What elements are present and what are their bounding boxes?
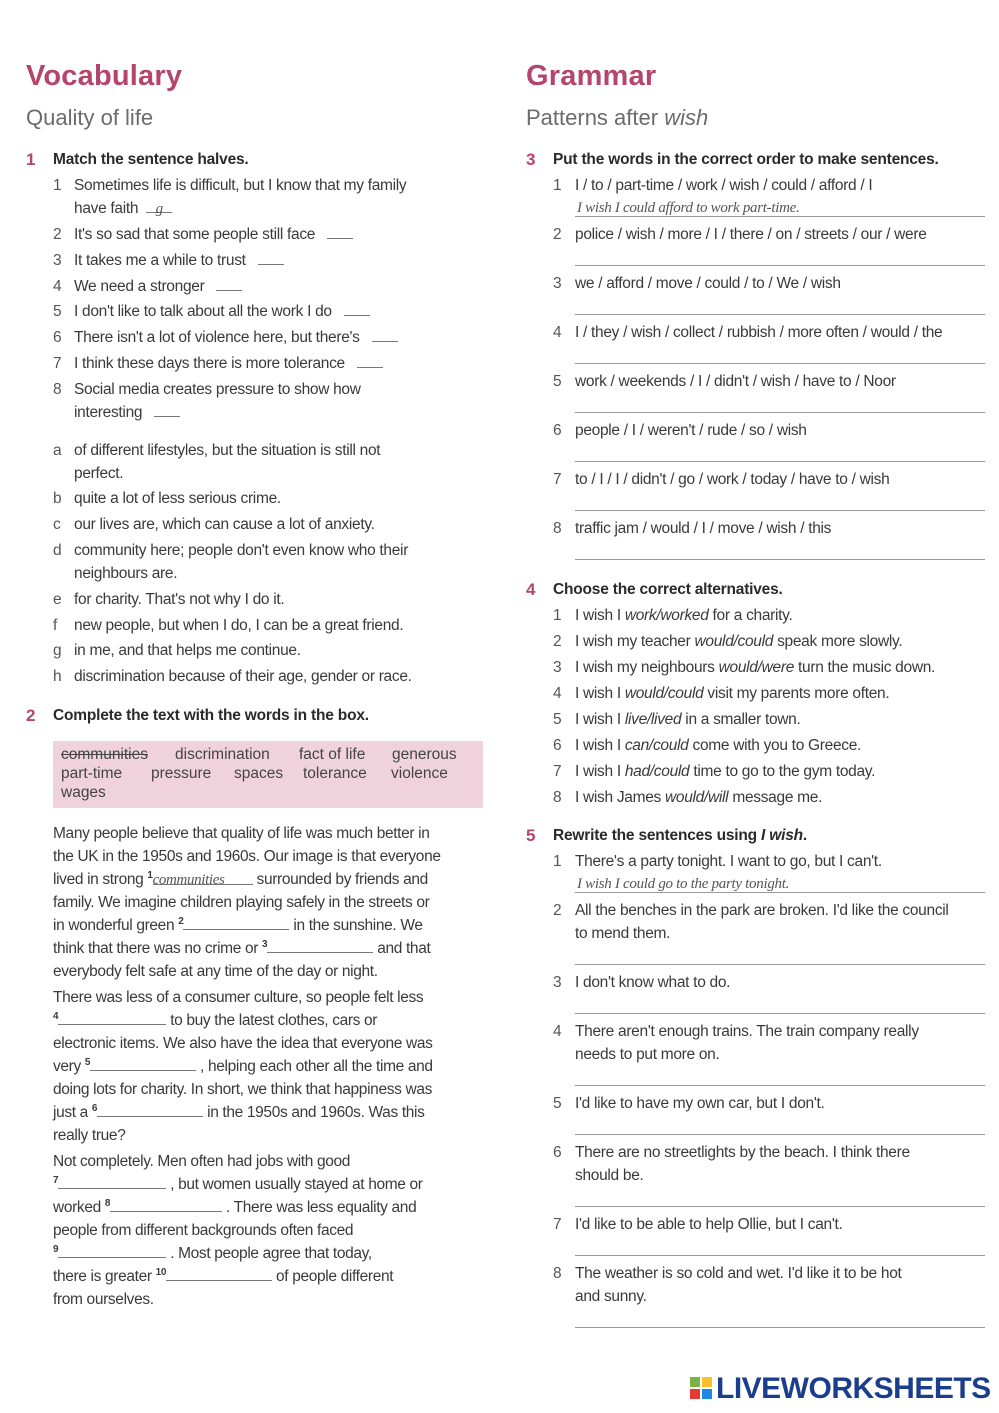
item-number: 3 [553, 974, 562, 991]
item-text: turn the music down. [794, 659, 936, 676]
item-text: I wish I [575, 737, 625, 754]
ending-text: community here; people don't even know who their [74, 542, 409, 559]
item-text: should be. [575, 1167, 644, 1184]
item-number: 2 [553, 226, 562, 243]
ending-text: neighbours are. [74, 565, 178, 582]
alternatives-choice[interactable]: would/could [624, 685, 704, 702]
exercise-2-number: 2 [26, 706, 36, 725]
word-box-item: wages [61, 784, 106, 801]
gap-8-input[interactable] [110, 1197, 222, 1212]
gap-2-input[interactable] [183, 915, 289, 930]
word-box-item: pressure [151, 765, 212, 782]
item-number: 5 [553, 1095, 562, 1112]
text-line: doing lots for charity. In short, we think that happiness was [53, 1081, 432, 1098]
answer-gap[interactable] [258, 250, 284, 265]
item-text: Sometimes life is difficult, but I know that my family [74, 177, 407, 194]
item-text: The weather is so cold and wet. I'd like it to be hot [575, 1265, 902, 1282]
gap-7-input[interactable] [58, 1174, 166, 1189]
answer-line[interactable] [575, 964, 985, 965]
alternatives-choice[interactable]: would/will [665, 789, 729, 806]
item-text: police / wish / more / I / there / on / streets / our / were [575, 226, 927, 243]
item-text: and sunny. [575, 1288, 647, 1305]
gap-9-input[interactable] [58, 1243, 166, 1258]
item-text: I / they / wish / collect / rubbish / more often / would / the [575, 324, 943, 341]
item-text: I wish I [575, 685, 625, 702]
exercise-4-number: 4 [526, 580, 536, 599]
answer-gap[interactable] [372, 327, 398, 342]
item-text: time to go to the gym today. [689, 763, 876, 780]
item-number: 6 [553, 422, 562, 439]
ending-text: quite a lot of less serious crime. [74, 490, 281, 507]
alternatives-choice[interactable]: live/lived [624, 711, 682, 728]
item-text: for a charity. [708, 607, 793, 624]
answer-line[interactable] [575, 1327, 985, 1328]
item-text: message me. [728, 789, 823, 806]
item-number: 5 [553, 711, 562, 728]
item-number: 1 [53, 177, 62, 194]
ending-letter: f [53, 617, 58, 634]
alternatives-choice[interactable]: had/could [624, 763, 690, 780]
vocabulary-title: Vocabulary [26, 60, 183, 92]
gap-1-input[interactable]: communities [153, 869, 253, 885]
gap-3-input[interactable] [267, 938, 373, 953]
text-line: Not completely. Men often had jobs with good [53, 1153, 351, 1170]
item-text: Social media creates pressure to show how [74, 381, 361, 398]
logo-icon [690, 1377, 712, 1399]
alternatives-choice[interactable]: work/worked [624, 607, 709, 624]
answer-line[interactable] [575, 1206, 985, 1207]
item-number: 6 [53, 329, 62, 346]
text-line: in wonderful green $^2$ in the sunshine. We [53, 915, 423, 934]
text-line: There was less of a consumer culture, so people felt less [53, 989, 424, 1006]
answer-gap[interactable] [344, 301, 370, 316]
item-text: traffic jam / would / I / move / wish / this [575, 520, 832, 537]
alternatives-choice[interactable]: can/could [624, 737, 689, 754]
item-text: speak more slowly. [773, 633, 903, 650]
item-number: 7 [553, 1216, 562, 1233]
logo-text: LIVEWORKSHEETS [716, 1372, 991, 1405]
ending-letter: h [53, 668, 62, 685]
item-number: 4 [553, 1023, 562, 1040]
exercise-4-title: Choose the correct alternatives. [553, 581, 783, 598]
item-text: interesting [74, 404, 143, 421]
answer-line[interactable] [575, 559, 985, 560]
exercise-5-title: Rewrite the sentences using I wish. [553, 827, 808, 844]
exercise-5-number: 5 [526, 826, 536, 845]
gap-10-input[interactable] [166, 1266, 272, 1281]
item-text: people / I / weren't / rude / so / wish [575, 422, 807, 439]
ending-text: new people, but when I do, I can be a great friend. [74, 617, 404, 634]
ending-text: in me, and that helps me continue. [74, 642, 301, 659]
item-number: 1 [553, 177, 562, 194]
item-text: There's a party tonight. I want to go, but I can't. [575, 853, 882, 870]
text-line: $^4$ to buy the latest clothes, cars or [53, 1010, 378, 1029]
exercise-1-title: Match the sentence halves. [53, 151, 249, 168]
word-box-item: tolerance [303, 765, 367, 782]
answer-line[interactable] [575, 1085, 985, 1086]
item-number: 6 [553, 737, 562, 754]
answer-gap[interactable] [146, 198, 172, 217]
answer-line[interactable] [575, 1255, 985, 1256]
answer-gap[interactable] [327, 224, 353, 239]
item-text: I wish my teacher [575, 633, 695, 650]
alternatives-choice[interactable]: would/could [694, 633, 774, 650]
text-line: very $^5$ , helping each other all the time and [53, 1056, 433, 1075]
answer-line[interactable] [575, 412, 985, 413]
ending-letter: g [53, 642, 62, 659]
item-number: 5 [53, 303, 62, 320]
item-text: I wish I [575, 607, 625, 624]
text-line: there is greater $^{10}$ of people different [53, 1266, 394, 1285]
item-text: work / weekends / I / didn't / wish / have to / Noor [575, 373, 896, 390]
item-number: 4 [553, 324, 562, 341]
item-number: 6 [553, 1144, 562, 1161]
item-text: It takes me a while to trust [74, 252, 246, 269]
ending-text: our lives are, which can cause a lot of anxiety. [74, 516, 375, 533]
item-number: 1 [553, 607, 562, 624]
item-text: visit my parents more often. [703, 685, 890, 702]
item-number: 7 [553, 763, 562, 780]
text-line: think that there was no crime or $^3$ and that [53, 938, 431, 957]
item-text: in a smaller town. [681, 711, 801, 728]
ending-letter: c [53, 516, 61, 533]
answer-line[interactable] [575, 461, 985, 462]
answer-line[interactable] [575, 510, 985, 511]
item-text: we / afford / move / could / to / We / wish [575, 275, 841, 292]
text-line: everybody felt safe at any time of the day or night. [53, 963, 378, 980]
word-box-item: spaces [234, 765, 284, 782]
item-number: 5 [553, 373, 562, 390]
answer-line[interactable] [575, 1134, 985, 1135]
item-number: 2 [53, 226, 62, 243]
item-text: needs to put more on. [575, 1046, 720, 1063]
exercise-3-number: 3 [526, 150, 536, 169]
ending-letter: d [53, 542, 62, 559]
item-number: 8 [53, 381, 62, 398]
answer-gap[interactable] [154, 402, 180, 417]
item-text: There aren't enough trains. The train company really [575, 1023, 919, 1040]
item-number: 4 [53, 278, 62, 295]
item-text: I don't like to talk about all the work I do [74, 303, 332, 320]
text-line: really true? [53, 1127, 126, 1144]
grammar-subtitle: Patterns after wish [526, 105, 709, 130]
item-number: 3 [553, 275, 562, 292]
gap-5-input[interactable] [90, 1056, 196, 1071]
gap-4-input[interactable] [58, 1010, 166, 1025]
ending-letter: b [53, 490, 62, 507]
item-text: come with you to Greece. [688, 737, 862, 754]
item-text: I wish James [575, 789, 665, 806]
item-text: All the benches in the park are broken. I'd like the council [575, 902, 949, 919]
item-number: 8 [553, 1265, 562, 1282]
ending-text: discrimination because of their age, gender or race. [74, 668, 412, 685]
word-box-item: fact of life [299, 746, 366, 763]
gap-6-input[interactable] [97, 1102, 203, 1117]
item-number: 1 [553, 853, 562, 870]
text-line: Many people believe that quality of life was much better in [53, 825, 430, 842]
answer-text: g [155, 201, 163, 217]
ending-letter: a [53, 442, 62, 459]
item-text: I / to / part-time / work / wish / could / afford / I [575, 177, 873, 194]
text-line: from ourselves. [53, 1291, 154, 1308]
item-text: I don't know what to do. [575, 974, 731, 991]
ending-text: of different lifestyles, but the situation is still not [74, 442, 381, 459]
ending-text: for charity. That's not why I do it. [74, 591, 285, 608]
text-line: $^7$ , but women usually stayed at home or [53, 1174, 423, 1193]
item-text: I'd like to be able to help Ollie, but I can't. [575, 1216, 843, 1233]
grammar-title: Grammar [526, 60, 657, 92]
word-box-item: violence [391, 765, 448, 782]
answer-text: I wish I could afford to work part-time. [577, 200, 800, 216]
item-number: 7 [53, 355, 62, 372]
word-box-item: part-time [61, 765, 123, 782]
item-text: I wish I [575, 711, 625, 728]
ending-text: perfect. [74, 465, 124, 482]
text-line: family. We imagine children playing safely in the streets or [53, 894, 430, 911]
exercise-3-title: Put the words in the correct order to make sentences. [553, 151, 939, 168]
answer-line[interactable] [575, 265, 985, 266]
text-line: the UK in the 1950s and 1960s. Our image is that everyone [53, 848, 441, 865]
item-text: I wish I [575, 763, 625, 780]
item-number: 2 [553, 902, 562, 919]
item-text: We need a stronger [74, 278, 205, 295]
word-box-item: communities [61, 746, 148, 763]
item-number: 4 [553, 685, 562, 702]
answer-line[interactable] [575, 1013, 985, 1014]
answer-gap[interactable] [357, 353, 383, 368]
item-text: There isn't a lot of violence here, but there's [74, 329, 360, 346]
item-text: to mend them. [575, 925, 671, 942]
item-text: It's so sad that some people still face [74, 226, 316, 243]
word-box-item: discrimination [175, 746, 270, 763]
vocabulary-subtitle: Quality of life [26, 105, 154, 130]
item-text: I think these days there is more tolerance [74, 355, 345, 372]
item-text: to / I / I / didn't / go / work / today / have to / wish [575, 471, 890, 488]
alternatives-choice[interactable]: would/were [718, 659, 795, 676]
text-line: worked $^8$ . There was less equality and [53, 1197, 417, 1216]
word-box-item: generous [392, 746, 457, 763]
exercise-2-title: Complete the text with the words in the box. [53, 707, 369, 724]
item-text: have faith [74, 200, 139, 217]
answer-gap[interactable] [216, 276, 242, 291]
answer-line[interactable] [575, 363, 985, 364]
item-text: I wish my neighbours [575, 659, 719, 676]
text-line: just a $^6$ in the 1950s and 1960s. Was this [53, 1102, 425, 1121]
answer-line[interactable] [575, 314, 985, 315]
item-text: I'd like to have my own car, but I don't. [575, 1095, 825, 1112]
text-line: $^9$ . Most people agree that today, [53, 1243, 372, 1262]
item-number: 7 [553, 471, 562, 488]
item-number: 2 [553, 633, 562, 650]
text-line: electronic items. We also have the idea that everyone was [53, 1035, 433, 1052]
item-number: 8 [553, 520, 562, 537]
text-line: lived in strong $^1$communities surrounded by friends and [53, 869, 428, 888]
item-number: 3 [53, 252, 62, 269]
item-number: 3 [553, 659, 562, 676]
item-number: 8 [553, 789, 562, 806]
answer-text: I wish I could go to the party tonight. [577, 876, 790, 892]
exercise-1-number: 1 [26, 150, 36, 169]
word-box [53, 741, 483, 808]
text-line: people from different backgrounds often faced [53, 1222, 354, 1239]
item-text: There are no streetlights by the beach. I think there [575, 1144, 910, 1161]
ending-letter: e [53, 591, 62, 608]
